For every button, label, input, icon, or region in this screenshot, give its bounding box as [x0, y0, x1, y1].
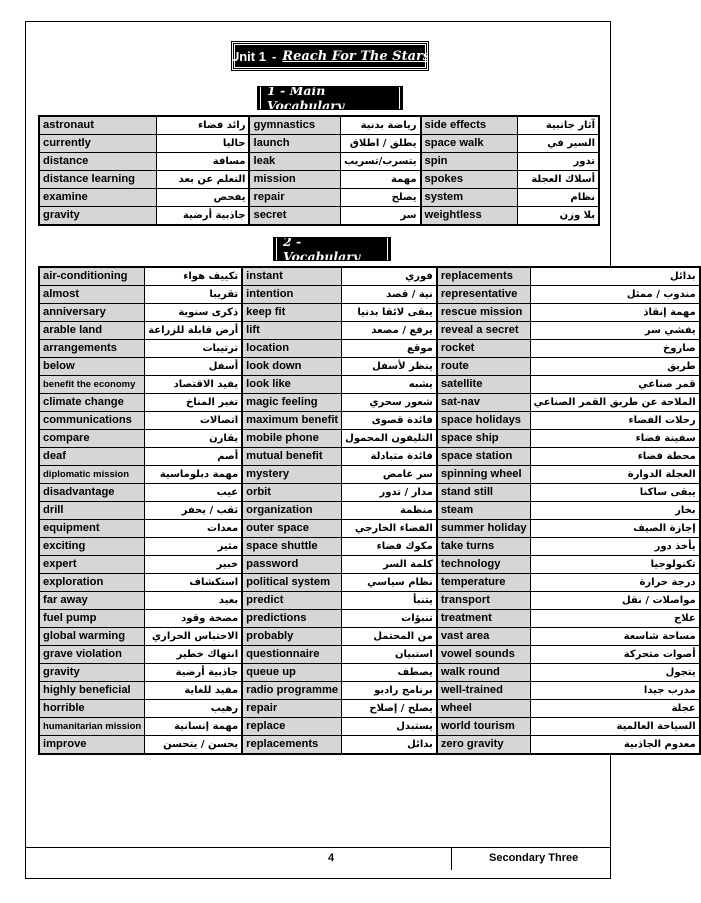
table-row: [39, 376, 700, 394]
english-term: radio programme: [242, 682, 342, 700]
english-term: mission: [249, 171, 340, 189]
english-term: mutual benefit: [242, 448, 342, 466]
english-term: disadvantage: [39, 484, 145, 502]
english-term: below: [39, 358, 145, 376]
arabic-translation: بدائل: [530, 267, 700, 286]
english-term: climate change: [39, 394, 145, 412]
arabic-translation: تكنولوجيا: [530, 556, 700, 574]
arabic-translation: ثقب / يحفر: [145, 502, 242, 520]
arabic-translation: صاروخ: [530, 340, 700, 358]
arabic-translation: من المحتمل: [342, 628, 437, 646]
arabic-translation: جاذبية أرضية: [145, 664, 242, 682]
english-term: mystery: [242, 466, 342, 484]
english-term: leak: [249, 153, 340, 171]
english-term: highly beneficial: [39, 682, 145, 700]
arabic-translation: يطلق / اطلاق: [341, 135, 421, 153]
table-row: [39, 502, 700, 520]
table-row: [39, 358, 700, 376]
table-row: [39, 610, 700, 628]
main-vocabulary-table: [38, 115, 600, 226]
arabic-translation: مدار / تدور: [342, 484, 437, 502]
arabic-translation: محطة فضاء: [530, 448, 700, 466]
arabic-translation: آثار جانبية: [517, 116, 599, 135]
arabic-translation: رحلات الفضاء: [530, 412, 700, 430]
arabic-translation: جاذبية أرضية: [156, 207, 249, 226]
english-term: password: [242, 556, 342, 574]
english-term: lift: [242, 322, 342, 340]
english-term: gymnastics: [249, 116, 340, 135]
arabic-translation: طريق: [530, 358, 700, 376]
arabic-translation: موقع: [342, 340, 437, 358]
arabic-translation: سفينة فضاء: [530, 430, 700, 448]
english-term: political system: [242, 574, 342, 592]
english-term: drill: [39, 502, 145, 520]
english-term: look down: [242, 358, 342, 376]
english-term: instant: [242, 267, 342, 286]
arabic-translation: يرفع / مصعد: [342, 322, 437, 340]
english-term: intention: [242, 286, 342, 304]
english-term: air-conditioning: [39, 267, 145, 286]
arabic-translation: مندوب / ممثل: [530, 286, 700, 304]
arabic-translation: تغير المناخ: [145, 394, 242, 412]
english-term: location: [242, 340, 342, 358]
arabic-translation: نية / قصد: [342, 286, 437, 304]
english-term: questionnaire: [242, 646, 342, 664]
arabic-translation: بلا وزن: [517, 207, 599, 226]
english-term: keep fit: [242, 304, 342, 322]
english-term: side effects: [421, 116, 518, 135]
english-term: almost: [39, 286, 145, 304]
section1-heading: [258, 83, 402, 113]
arabic-translation: قمر صناعي: [530, 376, 700, 394]
unit-label: Unit 1: [229, 48, 266, 64]
table-row: [39, 520, 700, 538]
english-term: predict: [242, 592, 342, 610]
table-row: [39, 700, 700, 718]
english-term: weightless: [421, 207, 518, 226]
english-term: satellite: [437, 376, 530, 394]
arabic-translation: العجلة الدوارة: [530, 466, 700, 484]
english-term: system: [421, 189, 518, 207]
arabic-translation: يتجول: [530, 664, 700, 682]
english-term: grave violation: [39, 646, 145, 664]
english-term: queue up: [242, 664, 342, 682]
arabic-translation: علاج: [530, 610, 700, 628]
arabic-translation: التعلم عن بعد: [156, 171, 249, 189]
arabic-translation: كلمة السر: [342, 556, 437, 574]
english-term: orbit: [242, 484, 342, 502]
table-row: [39, 171, 599, 189]
arabic-translation: يصلح / إصلاح: [342, 700, 437, 718]
english-term: communications: [39, 412, 145, 430]
arabic-translation: يتنبأ: [342, 592, 437, 610]
english-term: far away: [39, 592, 145, 610]
arabic-translation: مهمة دبلوماسية: [145, 466, 242, 484]
table-row: [39, 466, 700, 484]
english-term: replacements: [437, 267, 530, 286]
vocabulary-table: [38, 266, 701, 755]
arabic-translation: رهيب: [145, 700, 242, 718]
english-term: distance learning: [39, 171, 156, 189]
english-term: gravity: [39, 207, 156, 226]
table-row: [39, 189, 599, 207]
english-term: compare: [39, 430, 145, 448]
arabic-translation: استكشاف: [145, 574, 242, 592]
table-row: [39, 153, 599, 171]
arabic-translation: مثير: [145, 538, 242, 556]
level-label: Secondary Three: [489, 852, 579, 864]
table-row: [39, 394, 700, 412]
arabic-translation: تنبؤات: [342, 610, 437, 628]
english-term: repair: [249, 189, 340, 207]
english-term: global warming: [39, 628, 145, 646]
english-term: distance: [39, 153, 156, 171]
table-row: [39, 682, 700, 700]
arabic-translation: يقارن: [145, 430, 242, 448]
arabic-translation: يبقى ساكنا: [530, 484, 700, 502]
arabic-translation: بعيد: [145, 592, 242, 610]
arabic-translation: الفضاء الخارجي: [342, 520, 437, 538]
arabic-translation: مفيد للغاية: [145, 682, 242, 700]
arabic-translation: برنامج راديو: [342, 682, 437, 700]
english-term: space shuttle: [242, 538, 342, 556]
arabic-translation: مهمة: [341, 171, 421, 189]
arabic-translation: بخار: [530, 502, 700, 520]
unit-dash: -: [271, 48, 277, 64]
arabic-translation: تدور: [517, 153, 599, 171]
section2-title: 2 - Vocabulary: [276, 232, 388, 266]
english-term: exciting: [39, 538, 145, 556]
table-row: [39, 628, 700, 646]
english-term: arable land: [39, 322, 145, 340]
arabic-translation: شعور سحري: [342, 394, 437, 412]
table-row: [39, 664, 700, 682]
arabic-translation: نظام: [517, 189, 599, 207]
english-term: spin: [421, 153, 518, 171]
english-term: sat-nav: [437, 394, 530, 412]
arabic-translation: مكوك فضاء: [342, 538, 437, 556]
english-term: equipment: [39, 520, 145, 538]
arabic-translation: يشبه: [342, 376, 437, 394]
page-footer: [25, 847, 611, 870]
english-term: space holidays: [437, 412, 530, 430]
english-term: rescue mission: [437, 304, 530, 322]
english-term: take turns: [437, 538, 530, 556]
english-term: spokes: [421, 171, 518, 189]
english-term: space station: [437, 448, 530, 466]
arabic-translation: استبيان: [342, 646, 437, 664]
arabic-translation: أصم: [145, 448, 242, 466]
table-row: [39, 718, 700, 736]
english-term: exploration: [39, 574, 145, 592]
english-term: representative: [437, 286, 530, 304]
arabic-translation: حاليا: [156, 135, 249, 153]
table-row: [39, 484, 700, 502]
arabic-translation: عيب: [145, 484, 242, 502]
english-term: world tourism: [437, 718, 530, 736]
arabic-translation: سر غامض: [342, 466, 437, 484]
arabic-translation: أصوات متحركة: [530, 646, 700, 664]
arabic-translation: اتصالات: [145, 412, 242, 430]
english-term: humanitarian mission: [39, 718, 145, 736]
english-term: replacements: [242, 736, 342, 755]
arabic-translation: درجة حرارة: [530, 574, 700, 592]
english-term: gravity: [39, 664, 145, 682]
english-term: space walk: [421, 135, 518, 153]
table-row: [39, 286, 700, 304]
arabic-translation: عجلة: [530, 700, 700, 718]
table-row: [39, 736, 700, 755]
english-term: reveal a secret: [437, 322, 530, 340]
english-term: probably: [242, 628, 342, 646]
unit-title: Reach For The Stars: [282, 48, 431, 64]
table-row: [39, 574, 700, 592]
arabic-translation: بدائل: [342, 736, 437, 755]
arabic-translation: سر: [341, 207, 421, 226]
english-term: route: [437, 358, 530, 376]
table-row: [39, 592, 700, 610]
arabic-translation: فائدة متبادلة: [342, 448, 437, 466]
english-term: spinning wheel: [437, 466, 530, 484]
arabic-translation: مساحة شاسعة: [530, 628, 700, 646]
table-row: [39, 207, 599, 226]
english-term: magic feeling: [242, 394, 342, 412]
table-row: [39, 448, 700, 466]
english-term: predictions: [242, 610, 342, 628]
arabic-translation: تكييف هواء: [145, 267, 242, 286]
english-term: outer space: [242, 520, 342, 538]
arabic-translation: إجازة الصيف: [530, 520, 700, 538]
table-row: [39, 412, 700, 430]
english-term: zero gravity: [437, 736, 530, 755]
english-term: deaf: [39, 448, 145, 466]
arabic-translation: أسلاك العجلة: [517, 171, 599, 189]
footer-divider: [451, 848, 452, 870]
arabic-translation: الاحتباس الحراري: [145, 628, 242, 646]
table-row: [39, 556, 700, 574]
english-term: temperature: [437, 574, 530, 592]
table-row: [39, 538, 700, 556]
arabic-translation: يستبدل: [342, 718, 437, 736]
arabic-translation: ذكرى سنوية: [145, 304, 242, 322]
arabic-translation: مضخة وقود: [145, 610, 242, 628]
arabic-translation: مدرب جيدا: [530, 682, 700, 700]
arabic-translation: السير في: [517, 135, 599, 153]
english-term: anniversary: [39, 304, 145, 322]
english-term: improve: [39, 736, 145, 755]
english-term: examine: [39, 189, 156, 207]
arabic-translation: معدات: [145, 520, 242, 538]
english-term: maximum benefit: [242, 412, 342, 430]
table-row: [39, 304, 700, 322]
section1-title: 1 - Main Vocabulary: [260, 81, 400, 115]
english-term: launch: [249, 135, 340, 153]
english-term: transport: [437, 592, 530, 610]
arabic-translation: رياضة بدنية: [341, 116, 421, 135]
arabic-translation: يتسرب/تسريب: [341, 153, 421, 171]
arabic-translation: مهمة إنقاذ: [530, 304, 700, 322]
english-term: repair: [242, 700, 342, 718]
english-term: treatment: [437, 610, 530, 628]
english-term: replace: [242, 718, 342, 736]
arabic-translation: التليفون المحمول: [342, 430, 437, 448]
table-row: [39, 322, 700, 340]
english-term: diplomatic mission: [39, 466, 145, 484]
english-term: vast area: [437, 628, 530, 646]
arabic-translation: منظمة: [342, 502, 437, 520]
english-term: secret: [249, 207, 340, 226]
table-row: [39, 646, 700, 664]
arabic-translation: انتهاك خطير: [145, 646, 242, 664]
arabic-translation: رائد فضاء: [156, 116, 249, 135]
english-term: fuel pump: [39, 610, 145, 628]
table-row: [39, 340, 700, 358]
english-term: walk round: [437, 664, 530, 682]
english-term: expert: [39, 556, 145, 574]
arabic-translation: نظام سياسي: [342, 574, 437, 592]
arabic-translation: يبقى لائقا بدنيا: [342, 304, 437, 322]
arabic-translation: يأخذ دور: [530, 538, 700, 556]
english-term: stand still: [437, 484, 530, 502]
english-term: steam: [437, 502, 530, 520]
english-term: organization: [242, 502, 342, 520]
arabic-translation: مواصلات / نقل: [530, 592, 700, 610]
english-term: arrangements: [39, 340, 145, 358]
english-term: look like: [242, 376, 342, 394]
english-term: well-trained: [437, 682, 530, 700]
arabic-translation: فائدة قصوى: [342, 412, 437, 430]
english-term: space ship: [437, 430, 530, 448]
arabic-translation: يصطف: [342, 664, 437, 682]
english-term: astronaut: [39, 116, 156, 135]
arabic-translation: معدوم الجاذبية: [530, 736, 700, 755]
english-term: mobile phone: [242, 430, 342, 448]
arabic-translation: يصلح: [341, 189, 421, 207]
arabic-translation: السياحة العالمية: [530, 718, 700, 736]
arabic-translation: ترتيبات: [145, 340, 242, 358]
arabic-translation: يحسن / يتحسن: [145, 736, 242, 755]
table-row: [39, 116, 599, 135]
arabic-translation: خبير: [145, 556, 242, 574]
table-row: [39, 135, 599, 153]
arabic-translation: ينظر لأسفل: [342, 358, 437, 376]
english-term: wheel: [437, 700, 530, 718]
english-term: vowel sounds: [437, 646, 530, 664]
table-row: [39, 430, 700, 448]
english-term: benefit the economy: [39, 376, 145, 394]
unit-header: [229, 42, 431, 70]
english-term: horrible: [39, 700, 145, 718]
english-term: summer holiday: [437, 520, 530, 538]
arabic-translation: أرض قابلة للزراعة: [145, 322, 242, 340]
english-term: currently: [39, 135, 156, 153]
arabic-translation: يفحص: [156, 189, 249, 207]
arabic-translation: يفشي سر: [530, 322, 700, 340]
arabic-translation: أسفل: [145, 358, 242, 376]
arabic-translation: يفيد الاقتصاد: [145, 376, 242, 394]
arabic-translation: مسافة: [156, 153, 249, 171]
arabic-translation: مهمة إنسانية: [145, 718, 242, 736]
page-number: 4: [328, 852, 335, 864]
arabic-translation: تقريبا: [145, 286, 242, 304]
table-row: [39, 267, 700, 286]
arabic-translation: الملاحة عن طريق القمر الصناعي: [530, 394, 700, 412]
section2-heading: [274, 234, 390, 264]
english-term: rocket: [437, 340, 530, 358]
english-term: technology: [437, 556, 530, 574]
arabic-translation: فوري: [342, 267, 437, 286]
